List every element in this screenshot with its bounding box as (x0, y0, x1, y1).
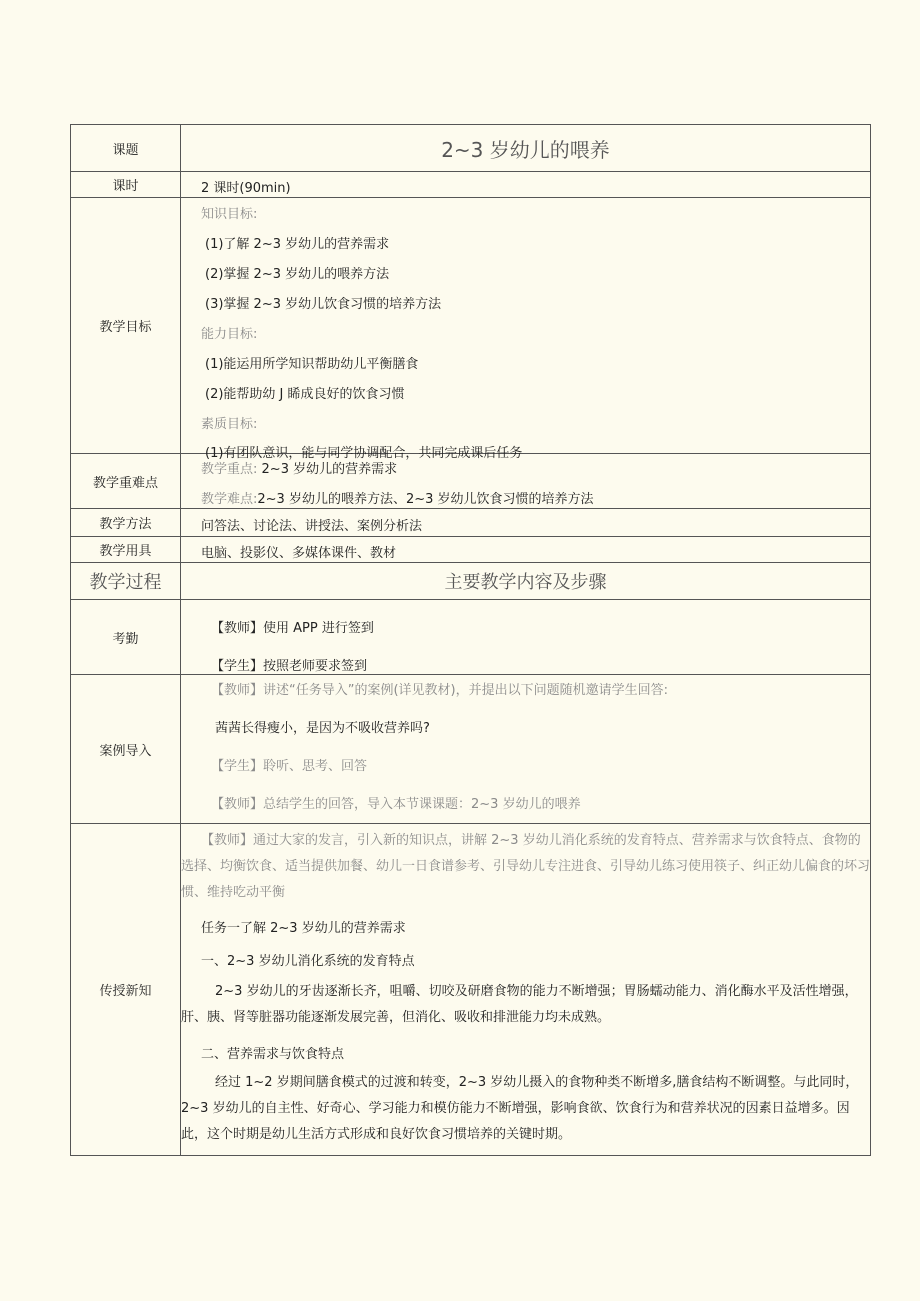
row-hours (71, 172, 870, 198)
new-knowledge-intro: 【教师】通过大家的发言，引入新的知识点，讲解 2~3 岁幼儿消化系统的发育特点、营养需求与饮食特点、食物的选择、均衡饮食、适当提供加餐、幼儿一日食谱参考、引导幼儿专注进食、引导幼儿练习使用筷子、纠正幼儿偏食的坏习惯、维持吃动平衡 (181, 833, 871, 900)
row-topic (71, 125, 870, 172)
key-points-label: 教学重难点 (71, 454, 181, 508)
case-intro-label: 案例导入 (71, 675, 181, 823)
knowledge-item: (2)掌握 2~3 岁幼儿的喂养方法 (205, 267, 390, 282)
section-heading: 一、2~3 岁幼儿消化系统的发育特点 (201, 954, 415, 969)
hours-label: 课时 (71, 172, 181, 197)
ability-heading: 能力目标: (201, 327, 258, 342)
row-new-knowledge (71, 824, 870, 1155)
quality-item: (1)有团队意识，能与同学协调配合，共同完成课后任务 (205, 446, 523, 461)
case-teacher-summary: 【教师】总结学生的回答，导入本节课课题：2~3 岁幼儿的喂养 (211, 797, 581, 812)
row-methods (71, 509, 870, 537)
section2-paragraph: 经过 1~2 岁期间膳食模式的过渡和转变，2~3 岁幼儿摄入的食物种类不断增多,膳食结构不断调整。与此同时，2~3 岁幼儿的自主性、好奇心、学习能力和模仿能力不断增强，影响食欲、饮食行为和营养状况的因素日益增多。因此，这个时期是幼儿生活方式形成和良好饮食习惯培养的关键时期。 (181, 1075, 859, 1142)
attendance-label: 考勤 (71, 600, 181, 674)
row-attendance (71, 600, 870, 675)
key-point: 教学重点: 2~3 岁幼儿的营养需求 (201, 462, 398, 477)
row-key-points (71, 454, 870, 509)
methods-label: 教学方法 (71, 509, 181, 536)
lesson-title: 2~3 岁幼儿的喂养 (441, 137, 610, 162)
difficult-point: 教学难点:2~3 岁幼儿的喂养方法、2~3 岁幼儿饮食习惯的培养方法 (201, 492, 594, 507)
objectives-label: 教学目标 (71, 198, 181, 453)
section-heading: 二、营养需求与饮食特点 (201, 1047, 345, 1062)
tools-value: 电脑、投影仪、多媒体课件、教材 (201, 546, 397, 561)
process-label: 教学过程 (71, 563, 181, 599)
hours-value: 2 课时(90min) (201, 181, 291, 196)
tools-label: 教学用具 (71, 537, 181, 562)
knowledge-item: (1)了解 2~3 岁幼儿的营养需求 (205, 237, 390, 252)
methods-value: 问答法、讨论法、讲授法、案例分析法 (201, 519, 423, 534)
process-content-header: 主要教学内容及步骤 (444, 572, 607, 593)
section1-paragraph: 2~3 岁幼儿的牙齿逐渐长齐，咀嚼、切咬及研磨食物的能力不断增强；胃肠蠕动能力、消化酶水平及活性增强，肝、胰、肾等脏器功能逐渐发展完善，但消化、吸收和排泄能力均未成熟。 (181, 984, 858, 1025)
quality-heading: 素质目标: (201, 417, 258, 432)
ability-item: (1)能运用所学知识帮助幼儿平衡膳食 (205, 357, 419, 372)
row-objectives (71, 198, 870, 461)
case-student: 【学生】聆听、思考、回答 (211, 759, 368, 774)
topic-label: 课题 (71, 125, 181, 171)
new-knowledge-label: 传授新知 (71, 824, 181, 1155)
case-question: 茜茜长得瘦小，是因为不吸收营养吗? (215, 721, 430, 736)
row-tools (71, 537, 870, 563)
row-case-intro (71, 675, 870, 824)
row-process-header (71, 563, 870, 600)
ability-item: (2)能帮助幼 J 睎成良好的饮食习惯 (205, 387, 405, 402)
knowledge-item: (3)掌握 2~3 岁幼儿饮食习惯的培养方法 (205, 297, 442, 312)
lesson-plan-table (70, 124, 871, 1156)
case-teacher-intro: 【教师】讲述“任务导入”的案例(详见教材)，并提出以下问题随机邀请学生回答: (211, 683, 668, 698)
knowledge-heading: 知识目标: (201, 207, 258, 222)
task-heading: 任务一了解 2~3 岁幼儿的营养需求 (201, 921, 406, 936)
attendance-teacher: 【教师】使用 APP 进行签到 (211, 621, 374, 636)
attendance-student: 【学生】按照老师要求签到 (211, 659, 368, 674)
